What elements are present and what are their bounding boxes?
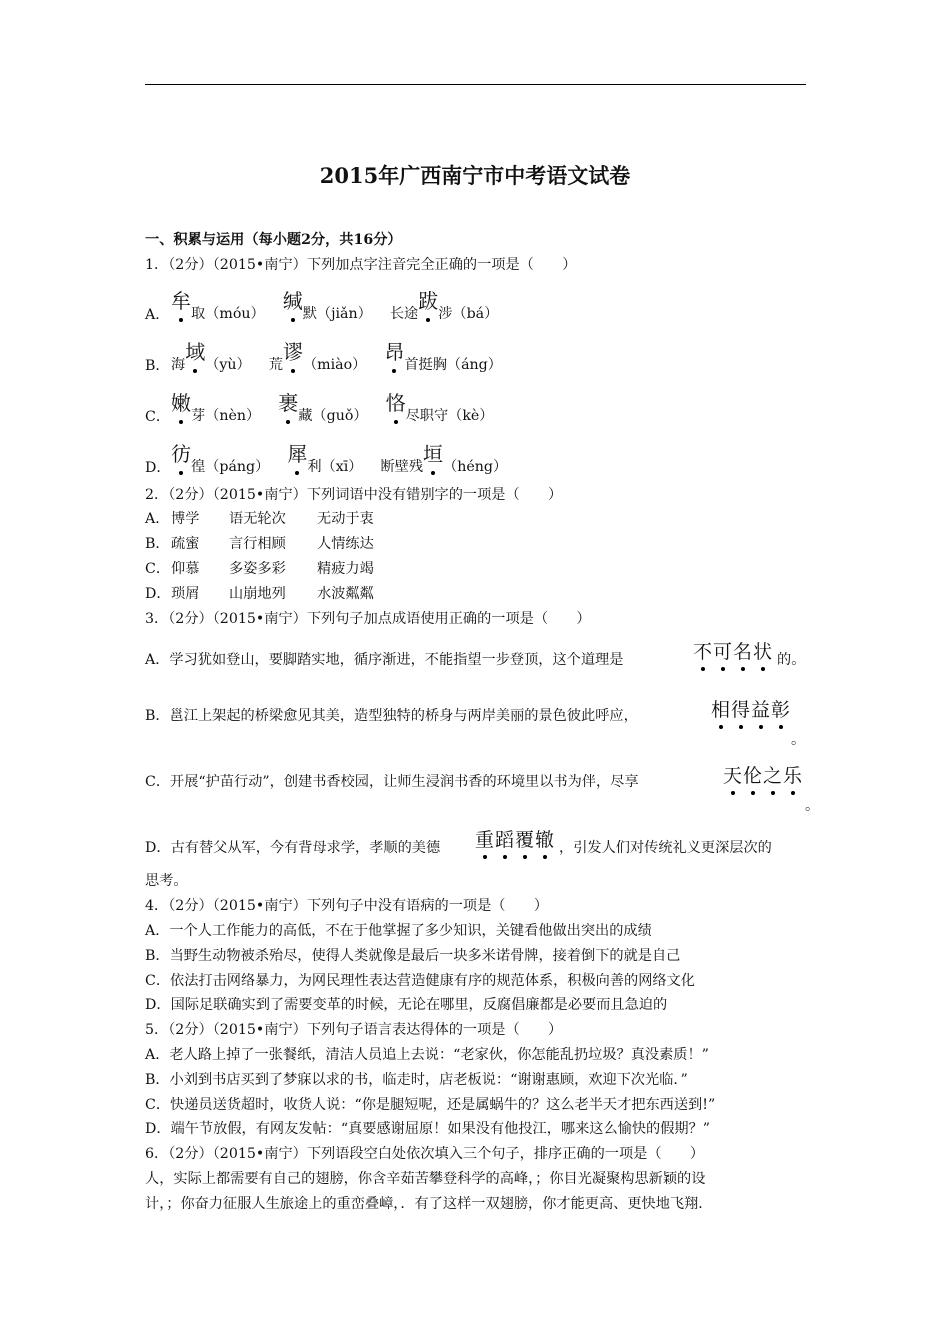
idiom-text-char: 得 — [731, 695, 751, 722]
question-4-stem: 4．（2分）（2015•南宁）下列句子中没有语病的一项是（ ） — [145, 898, 549, 915]
idiom-text-char: 辙 — [535, 825, 555, 852]
question-6-stem: 6．（2分）（2015•南宁）下列语段空白处依次填入三个句子，排序正确的一项是（ ） — [145, 1146, 705, 1163]
option-item: 缄默（jiǎn） — [283, 295, 372, 324]
section-heading: 一、积累与运用（每小题2分，共16分） — [145, 232, 402, 248]
page-title: 2015年广西南宁市中考语文试卷 — [319, 163, 631, 188]
option-label: D． — [145, 459, 171, 476]
question-1-stem: 1．（2分）（2015•南宁）下列加点字注音完全正确的一项是（ ） — [145, 256, 577, 273]
idiom-text-char: 不 — [693, 637, 713, 664]
option-item: 恪尽职守（kè） — [386, 397, 494, 426]
option-label: A． — [145, 306, 170, 323]
idiom-text-char: 伦 — [743, 761, 763, 788]
idiom-text-char: 覆 — [515, 825, 535, 852]
idiom-text-char: 名 — [733, 637, 753, 664]
question-4-option-d: D．国际足联确实到了需要变革的时候，无论在哪里，反腐倡廉都是必要而且急迫的 — [145, 997, 668, 1014]
question-5-option-c: C．快递员送货超时，收货人说：“你是腿短呢，还是属蜗牛的？这么老半天才把东西送到!” — [145, 1096, 716, 1113]
question-2-option-d: D．琐屑 山崩地列 水波粼粼 — [145, 585, 374, 602]
option-item: 昂首挺胸（áng） — [384, 346, 502, 375]
option-label: B． — [145, 357, 170, 374]
idiom-text-char: 可 — [713, 637, 733, 664]
question-4-option-c: C．依法打击网络暴力，为网民理性表达营造健康有序的规范体系，积极向善的网络文化 — [145, 972, 695, 989]
question-2-stem: 2．（2分）（2015•南宁）下列词语中没有错别字的一项是（ ） — [145, 486, 563, 503]
option-item: 牟取（móu） — [171, 295, 265, 324]
question-5-option-b: B．小刘到书店买到了梦寐以求的书，临走时，店老板说：“谢谢惠顾，欢迎下次光临．” — [145, 1071, 688, 1088]
header-rule — [145, 84, 806, 85]
idiom-text-char: 重 — [475, 825, 495, 852]
question-3-option-d-continued: 思考。 — [145, 873, 188, 890]
option-item: 嫩芽（nèn） — [171, 397, 260, 426]
option-item: 裹藏（guǒ） — [278, 397, 367, 426]
idiom-text-char: 益 — [751, 695, 771, 722]
option-item: 犀利（xī） — [287, 448, 362, 477]
question-5-stem: 5．（2分）（2015•南宁）下列句子语言表达得体的一项是（ ） — [145, 1022, 563, 1039]
question-3-option-d: D．古有替父从军，今有背母求学，孝顺的美德 重蹈覆辙 ，引发人们对传统礼义更深层次的 — [145, 825, 810, 865]
question-2-option-c: C．仰慕 多姿多彩 精疲力竭 — [145, 560, 374, 577]
option-item: 彷徨（páng） — [171, 448, 269, 477]
idiom-text-char: 天 — [723, 761, 743, 788]
document-body — [145, 228, 820, 1217]
idiom-text-char: 状 — [753, 637, 773, 664]
option-label: C． — [145, 408, 171, 425]
question-5-option-a: A．老人路上掉了一张餐纸，清洁人员追上去说：“老家伙，你怎能乱扔垃圾？真没素质！” — [145, 1046, 709, 1063]
option-item: 荒谬（miào） — [269, 346, 367, 375]
question-3-option-b: B．邕江上架起的桥梁愈见其美，造型独特的桥身与两岸美丽的景色彼此呼应， 相得益彰 。 — [145, 689, 810, 759]
question-1-option-a — [145, 278, 810, 324]
idiom-text-char: 蹈 — [495, 825, 515, 852]
question-1-option-c — [145, 375, 810, 426]
option-item: 海域（yù） — [171, 346, 251, 375]
question-6-passage-line-2: 计，；你奋力征服人生旅途上的重峦叠嶂，．有了这样一双翅膀，你才能更高、更快地飞翔． — [145, 1195, 713, 1212]
question-3-option-a: A．学习犹如登山，要脚踏实地，循序渐进，不能指望一步登顶，这个道理是 不可名状 的。 — [145, 631, 810, 689]
question-1-option-d — [145, 426, 810, 477]
question-4-option-a: A．一个人工作能力的高低，不在于他掌握了多少知识，关键看他做出突出的成绩 — [145, 922, 652, 939]
idiom-text-char: 之 — [763, 761, 783, 788]
question-2-option-b: B．疏蜜 言行相顾 人情练达 — [145, 536, 374, 553]
option-item: 长途跋涉（bá） — [390, 295, 499, 324]
idiom-text-char: 相 — [711, 695, 731, 722]
question-4-option-b: B．当野生动物被杀殆尽，使得人类就像是最后一块多米诺骨牌，接着倒下的就是自己 — [145, 947, 681, 964]
option-item: 断壁残垣（héng） — [380, 448, 507, 477]
idiom-text-char: 乐 — [783, 761, 803, 788]
question-3-option-c: C．开展“护苗行动”，创建书香校园，让师生浸润书香的环境里以书为伴，尽享 天伦之乐 。 — [145, 759, 810, 825]
question-1-option-b — [145, 324, 810, 375]
question-2-option-a: A． 博学 语无轮次 无动于衷 — [145, 511, 374, 528]
question-5-option-d: D．端午节放假，有网友发帖：“真要感谢屈原！如果没有他投江，哪来这么愉快的假期？” — [145, 1121, 711, 1138]
idiom-text-char: 彰 — [771, 695, 791, 722]
question-6-passage-line-1: 人，实际上都需要有自己的翅膀，你含辛茹苦攀登科学的高峰，；你目光凝聚构思新颖的设 — [145, 1170, 706, 1187]
question-3-stem: 3．（2分）（2015•南宁）下列句子加点成语使用正确的一项是（ ） — [145, 610, 591, 627]
